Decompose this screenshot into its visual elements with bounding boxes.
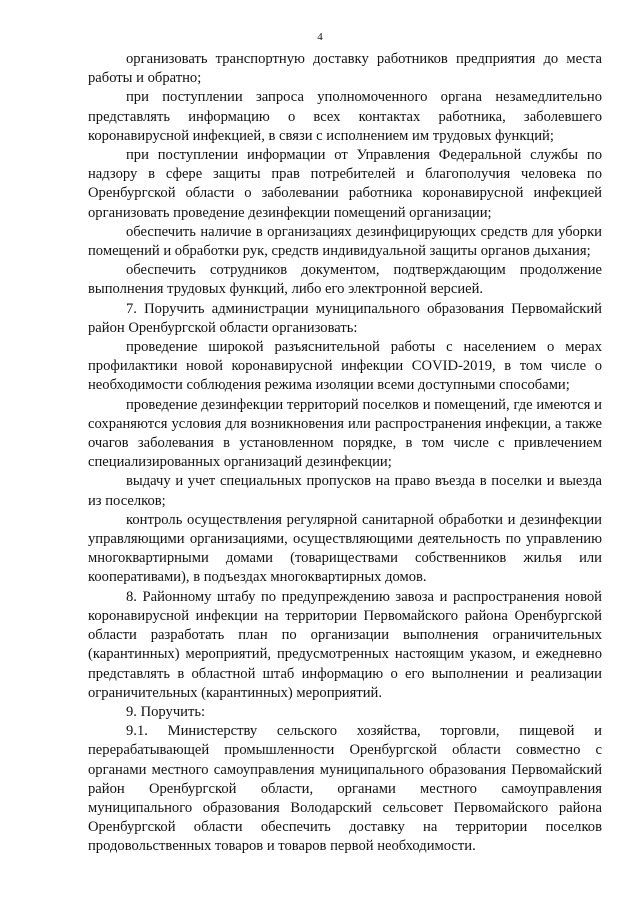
paragraph-explanatory-work: проведение широкой разъяснительной работы с населением о мерах профилактики новой коронавирусной инфекции COVID-2019, в том числе о необходимости соблюдения режима изоляции всеми доступными способами; — [88, 339, 602, 394]
page-number: 4 — [317, 31, 323, 43]
paragraph-item-9: 9. Поручить: — [126, 703, 206, 720]
paragraph-item-9-1: 9.1. Министерству сельского хозяйства, торговли, пищевой и перерабатывающей промышленности Оренбургской области совместно с органами местного самоуправления муниципального образования Первомайский район Оренбургской области, органами местного самоуправления муниципального образования Володарский сельсовет Первомайского района Оренбургской области обеспечить доставку на территории поселков продовольственных товаров и товаров первой необходимости. — [88, 723, 602, 855]
paragraph-item-7: 7. Поручить администрации муниципального образования Первомайский район Оренбургской области организовать: — [88, 300, 602, 336]
paragraph-disinfection-org: при поступлении информации от Управления Федеральной службы по надзору в сфере защиты прав потребителей и благополучия человека по Оренбургской области о заболевании работника коронавирусной инфекцией организовать проведение дезинфекции помещений организации; — [88, 147, 602, 221]
paragraph-sanitary-control: контроль осуществления регулярной санитарной обработки и дезинфекции управляющими организациями, осуществляющими деятельность по управлению многоквартирными домами (товариществами собственников жилья или кооперативами), в подъездах многоквартирных домов. — [88, 511, 602, 586]
paragraph-transport: организовать транспортную доставку работников предприятия до места работы и обратно; — [88, 51, 602, 87]
paragraph-territory-disinfection: проведение дезинфекции территорий поселков и помещений, где имеются и сохраняются условия для возникновения или распространения инфекции, а также очагов заболевания в установленном порядке, в том числе с привлечением специализированных организаций дезинфекции; — [88, 396, 602, 471]
paragraph-item-8: 8. Районному штабу по предупреждению завоза и распространения новой коронавирусной инфекции на территории Первомайского района Оренбургской области разработать план по организации выполнения ограничительных (карантинных) мероприятий, предусмотренных настоящим указом, и ежедневно представлять в областной штаб информацию о его выполнении и реализации ограничительных (карантинных) мероприятий. — [88, 588, 602, 701]
paragraph-passes: выдачу и учет специальных пропусков на право въезда в поселки и выезда из поселков; — [88, 473, 602, 509]
paragraph-disinfectants: обеспечить наличие в организациях дезинфицирующих средств для уборки помещений и обработки рук, средств индивидуальной защиты органов дыхания; — [88, 223, 602, 260]
paragraph-employee-document: обеспечить сотрудников документом, подтверждающим продолжение выполнения трудовых функций, либо его электронной версией. — [88, 262, 602, 298]
paragraph-contacts-info: при поступлении запроса уполномоченного органа незамедлительно представлять информацию о всех контактах работника, заболевшего коронавирусной инфекцией, в связи с исполнением им трудовых функций; — [88, 89, 602, 144]
document-body — [88, 50, 602, 857]
